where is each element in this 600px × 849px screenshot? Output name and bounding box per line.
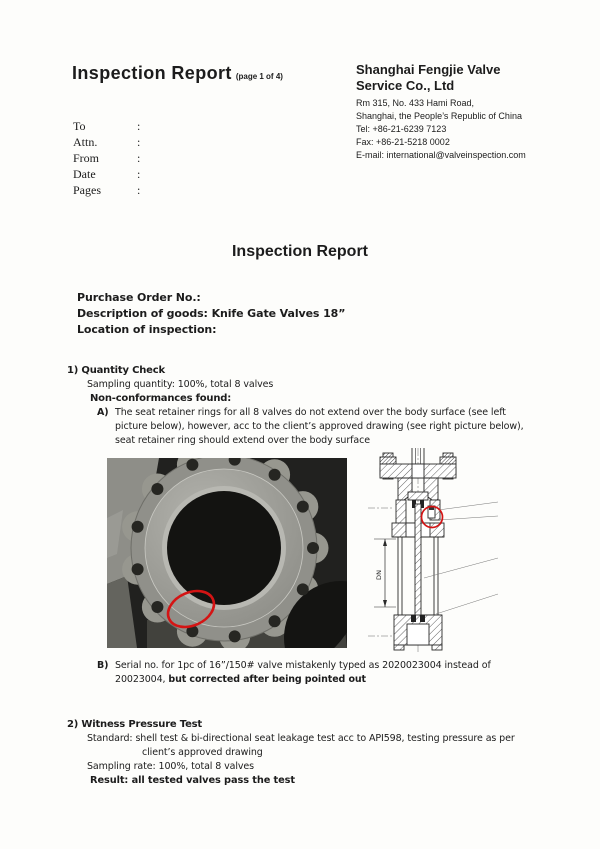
item-b-line1 (97, 659, 491, 673)
meta-row-pages (73, 183, 141, 197)
section1-nonconformances-label: Non-conformances found: (90, 393, 232, 404)
inspection-location-line: Location of inspection: (77, 323, 217, 336)
meta-colon: : (137, 151, 141, 165)
meta-label: From (73, 151, 100, 165)
company-email: E-mail: international@valveinspection.com (356, 150, 526, 160)
item-b-text2-bold: but corrected after being pointed out (168, 674, 366, 685)
item-b-text1: Serial no. for 1pc of 16”/150# valve mistakenly typed as 2020023004 instead of (115, 660, 491, 671)
order-info (77, 290, 345, 338)
company-address (356, 97, 576, 162)
meta-colon: : (137, 167, 141, 181)
drawing-dn-label: DN (375, 570, 383, 580)
goods-description-line: Description of goods: Knife Gate Valves 18” (77, 307, 346, 320)
company-name-line1: Shanghai Fengjie Valve (356, 62, 501, 77)
meta-label: Pages (73, 183, 101, 197)
item-b-text2: 20023004, (115, 674, 169, 685)
meta-colon: : (137, 119, 141, 133)
meta-row-to (73, 119, 141, 133)
standard-line1: Standard: shell test & bi-directional seat leakage test acc to API598, testing pressure as per (87, 733, 515, 744)
item-a-line1: The seat retainer rings for all 8 valves do not extend over the body surface (see left (115, 407, 506, 418)
company-block (356, 62, 576, 162)
section2-sampling: Sampling rate: 100%, total 8 valves (87, 761, 255, 772)
meta-label: Date (73, 167, 96, 181)
nonconformance-item-a (97, 406, 524, 448)
page-note: (page 1 of 4) (235, 72, 283, 81)
flange-photo-figure (107, 458, 347, 648)
nonconformance-item-b (97, 659, 491, 687)
company-fax: Fax: +86-21-5218 0002 (356, 137, 450, 147)
section2-heading: 2) Witness Pressure Test (67, 719, 203, 730)
item-b-line2 (115, 673, 491, 687)
section1-sampling: Sampling quantity: 100%, total 8 valves (87, 379, 274, 390)
item-a-text (115, 406, 524, 448)
meta-label: To (73, 119, 86, 133)
meta-label: Attn. (73, 135, 98, 149)
valve-drawing (368, 448, 500, 653)
company-name-line2: Service Co., Ltd (356, 78, 455, 93)
company-address-line1: Rm 315, No. 433 Hami Road, (356, 98, 475, 108)
company-address-line2: Shanghai, the People’s Republic of China (356, 111, 522, 121)
company-tel: Tel: +86-21-6239 7123 (356, 124, 447, 134)
meta-row-attn (73, 135, 141, 149)
purchase-order-line: Purchase Order No.: (77, 291, 201, 304)
document-title: Inspection Report (231, 243, 368, 260)
report-title-text: Inspection Report (72, 63, 232, 83)
valve-drawing-figure (368, 448, 500, 653)
meta-row-from (73, 151, 141, 165)
section2-standard (87, 732, 515, 760)
item-b-label: B) (97, 660, 109, 671)
standard-line2: client’s approved drawing (142, 747, 263, 758)
report-header-title (72, 62, 283, 88)
meta-colon: : (137, 135, 141, 149)
item-a-label: A) (97, 407, 109, 418)
item-a-line2: picture below), however, acc to the client’s approved drawing (see right picture below), (115, 421, 524, 432)
section2-result: Result: all tested valves pass the test (90, 775, 295, 786)
section1-heading: 1) Quantity Check (67, 365, 165, 376)
item-a-line3: seat retainer ring should extend over the body surface (115, 435, 370, 446)
meta-colon: : (137, 183, 141, 197)
flange-photo (107, 458, 347, 648)
meta-row-date (73, 167, 141, 181)
